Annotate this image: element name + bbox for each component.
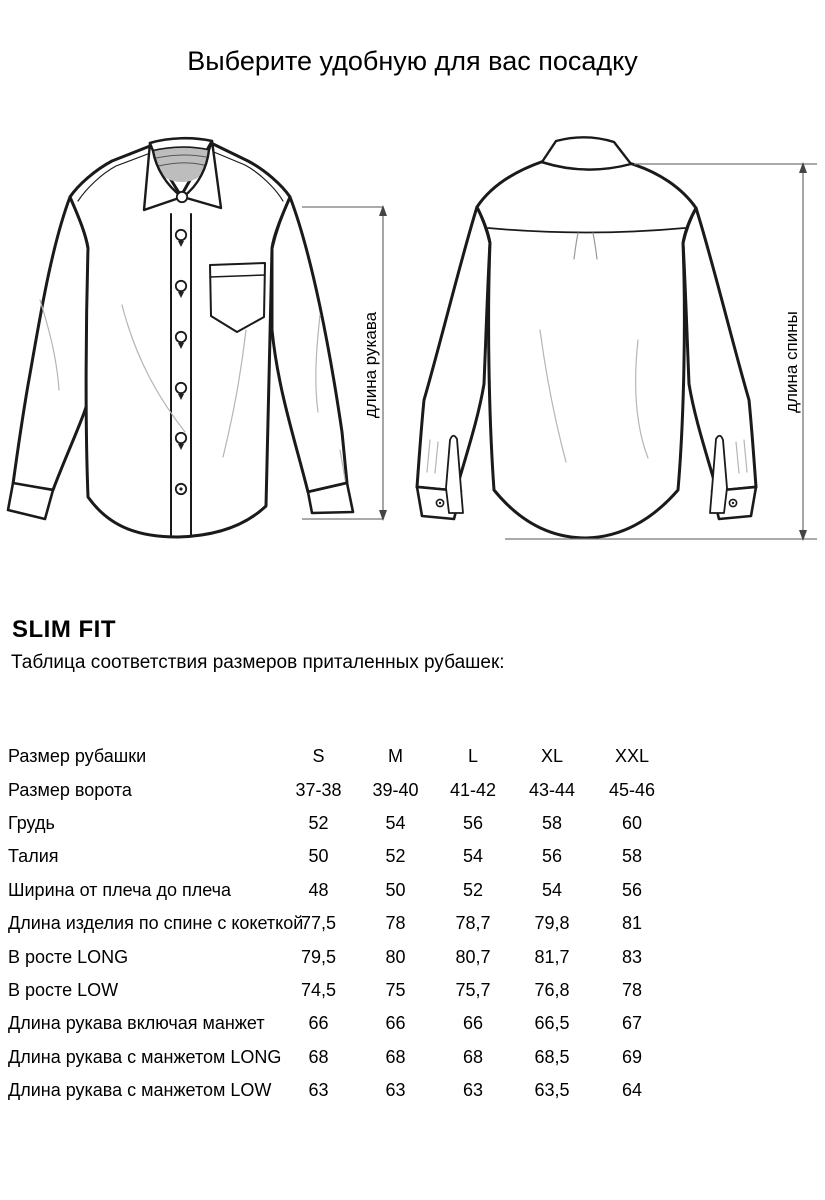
- size-value-m: 66: [385, 1013, 406, 1034]
- size-value-xxl: 60: [621, 812, 643, 833]
- size-value-xxl: 81: [621, 913, 643, 934]
- fit-heading: SLIM FIT: [12, 616, 116, 643]
- size-row-label: В росте LOW: [8, 979, 119, 1000]
- size-value-l: 41-42: [449, 779, 497, 800]
- back-shirt-drawing: [417, 137, 756, 538]
- table-row: [8, 874, 680, 907]
- size-value-l: 75,7: [455, 979, 491, 1000]
- table-row: [8, 807, 680, 840]
- size-value-l: L: [467, 746, 478, 767]
- size-value-s: 68: [308, 1046, 329, 1067]
- size-row-label: Размер ворота: [8, 779, 132, 800]
- size-value-l: 68: [462, 1046, 484, 1067]
- shirt-diagram: [0, 0, 825, 565]
- size-row-label: Длина рукава включая манжет: [8, 1013, 265, 1034]
- size-value-m: 54: [385, 812, 406, 833]
- table-row: [8, 940, 680, 973]
- size-value-l: 66: [462, 1013, 484, 1034]
- size-value-m: M: [388, 746, 403, 767]
- size-value-xl: 81,7: [534, 946, 570, 967]
- size-value-xxl: 69: [621, 1046, 643, 1067]
- size-value-s: 66: [308, 1013, 329, 1034]
- size-value-s: 74,5: [300, 979, 337, 1000]
- size-value-s: 50: [308, 846, 329, 867]
- size-value-m: 75: [385, 979, 406, 1000]
- size-value-l: 52: [462, 879, 484, 900]
- size-value-m: 78: [385, 913, 406, 934]
- table-row: [8, 773, 680, 806]
- back-body: [477, 161, 696, 538]
- size-value-m: 63: [385, 1080, 406, 1101]
- size-row-label: Талия: [8, 846, 59, 867]
- size-value-xl: 56: [541, 846, 563, 867]
- fit-subtitle: Таблица соответствия размеров приталенных рубашек:: [11, 652, 505, 673]
- size-value-m: 68: [385, 1046, 406, 1067]
- size-value-l: 80,7: [455, 946, 491, 967]
- size-value-m: 52: [385, 846, 406, 867]
- size-row-label: В росте LONG: [8, 946, 129, 967]
- size-value-xl: 58: [541, 812, 563, 833]
- table-row: [8, 1041, 680, 1074]
- page-title: Выберите удобную для вас посадку: [187, 46, 638, 76]
- size-value-xl: 54: [541, 879, 563, 900]
- size-value-xxl: 64: [621, 1080, 643, 1101]
- front-left-sleeve: [13, 197, 93, 490]
- size-value-s: 52: [308, 812, 329, 833]
- size-value-xl: 43-44: [528, 779, 576, 800]
- size-value-xl: 76,8: [534, 979, 570, 1000]
- size-value-s: 37-38: [295, 779, 342, 800]
- size-value-s: 63: [308, 1080, 329, 1101]
- size-value-xxl: 56: [621, 879, 643, 900]
- size-row-label: Размер рубашки: [8, 746, 147, 767]
- size-row-label: Длина изделия по спине с кокеткой: [8, 913, 304, 934]
- collar-button: [177, 192, 187, 202]
- table-row: [8, 740, 680, 773]
- size-value-m: 50: [385, 879, 406, 900]
- front-left-cuff: [8, 483, 53, 519]
- size-value-xxl: XXL: [614, 746, 650, 767]
- sleeve-length-label: длина рукава: [361, 311, 380, 419]
- size-value-xxl: 58: [621, 846, 643, 867]
- size-value-xl: 63,5: [534, 1080, 570, 1101]
- front-shirt-drawing: [8, 138, 353, 537]
- table-row: [8, 974, 680, 1007]
- table-row: [8, 840, 680, 873]
- size-value-s: 77,5: [300, 913, 337, 934]
- size-value-m: 39-40: [372, 779, 419, 800]
- collar-band-top: [150, 138, 212, 143]
- size-value-xl: XL: [540, 746, 564, 767]
- size-value-xxl: 45-46: [608, 779, 656, 800]
- size-row-label: Длина рукава с манжетом LONG: [8, 1046, 282, 1067]
- size-value-m: 80: [385, 946, 406, 967]
- size-value-l: 63: [462, 1080, 484, 1101]
- size-value-xl: 68,5: [534, 1046, 570, 1067]
- size-value-s: S: [312, 746, 325, 767]
- front-right-sleeve: [272, 197, 347, 492]
- size-row-label: Ширина от плеча до плеча: [8, 879, 232, 900]
- size-table: [8, 740, 680, 1107]
- table-row: [8, 1074, 680, 1107]
- size-value-xxl: 83: [621, 946, 643, 967]
- size-value-xxl: 67: [621, 1013, 643, 1034]
- size-value-xl: 66,5: [534, 1013, 570, 1034]
- back-length-label: длина спины: [782, 311, 801, 413]
- back-collar: [542, 137, 631, 169]
- size-value-l: 78,7: [455, 913, 491, 934]
- size-row-label: Грудь: [8, 812, 55, 833]
- size-value-l: 54: [462, 846, 484, 867]
- size-value-s: 48: [308, 879, 329, 900]
- table-row: [8, 1007, 680, 1040]
- size-row-label: Длина рукава с манжетом LOW: [8, 1080, 272, 1101]
- size-value-xl: 79,8: [534, 913, 570, 934]
- size-value-xxl: 78: [621, 979, 643, 1000]
- size-value-l: 56: [462, 812, 484, 833]
- size-value-s: 79,5: [300, 946, 337, 967]
- table-row: [8, 907, 680, 940]
